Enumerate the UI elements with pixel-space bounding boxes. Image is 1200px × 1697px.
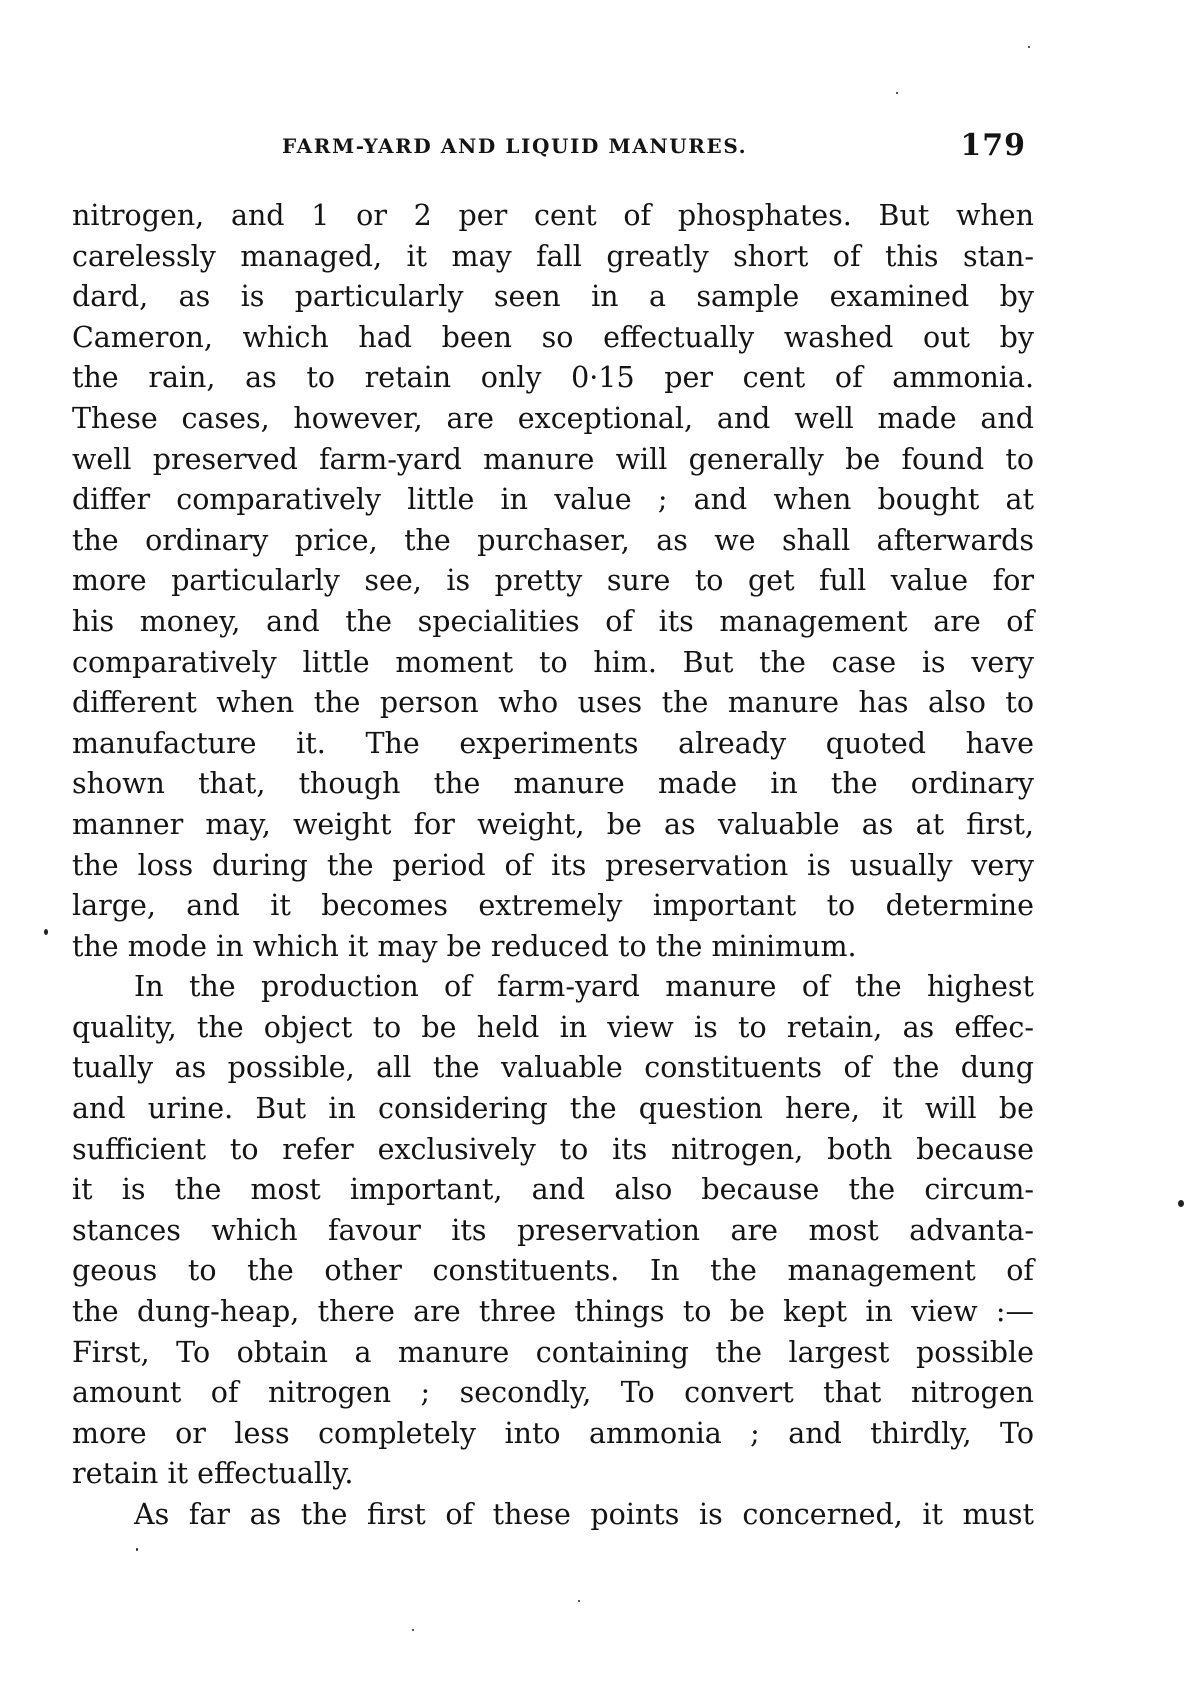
text-line: stances which favour its preservation are most advanta- — [72, 1213, 1034, 1247]
text-line: comparatively little moment to him. But the case is very — [72, 645, 1034, 679]
scan-speck — [1028, 46, 1030, 48]
text-line: tually as possible, all the valuable constituents of the dung — [72, 1051, 1034, 1085]
scan-speck — [44, 929, 48, 935]
text-line: it is the most important, and also because the circum- — [72, 1173, 1034, 1207]
text-line: dard, as is particularly seen in a sample examined by — [72, 280, 1034, 314]
text-line: manner may, weight for weight, be as valuable as at first, — [72, 807, 1034, 841]
text-line: shown that, though the manure made in the ordinary — [72, 767, 1034, 801]
body-text — [72, 196, 1034, 1536]
text-line: the mode in which it may be reduced to the minimum. — [72, 929, 857, 963]
scan-speck — [412, 1629, 414, 1631]
running-title: FARM-YARD AND LIQUID MANURES. — [282, 134, 748, 158]
text-line: These cases, however, are exceptional, and well made and — [72, 401, 1034, 435]
text-line: carelessly managed, it may fall greatly short of this stan- — [72, 239, 1034, 273]
paragraph-1 — [72, 196, 1034, 967]
text-line: sufficient to refer exclusively to its nitrogen, both because — [72, 1132, 1034, 1166]
scan-speck — [578, 1600, 580, 1602]
text-line: more or less completely into ammonia ; and thirdly, To — [72, 1416, 1034, 1450]
scan-speck — [136, 1548, 138, 1551]
text-line: retain it effectually. — [72, 1457, 354, 1491]
text-line: the rain, as to retain only 0·15 per cent of ammonia. — [72, 361, 1034, 395]
text-line: quality, the object to be held in view is to retain, as effec- — [72, 1010, 1034, 1044]
text-line: large, and it becomes extremely important to determine — [72, 889, 1034, 923]
text-line: As far as the first of these points is concerned, it must — [134, 1498, 1034, 1531]
text-line: well preserved farm-yard manure will generally be found to — [72, 442, 1034, 476]
text-line: the dung-heap, there are three things to be kept in view :— — [72, 1295, 1034, 1329]
text-line: nitrogen, and 1 or 2 per cent of phosphates. But when — [72, 199, 1034, 232]
text-line: First, To obtain a manure containing the largest possible — [72, 1335, 1034, 1369]
scan-speck — [896, 92, 898, 94]
paragraph-3 — [72, 1495, 1034, 1536]
text-line: his money, and the specialities of its management are of — [72, 604, 1034, 638]
text-line: more particularly see, is pretty sure to get full value for — [72, 564, 1034, 598]
text-line: different when the person who uses the manure has also to — [72, 686, 1034, 720]
running-head — [72, 128, 1034, 168]
text-line: geous to the other constituents. In the management of — [72, 1254, 1034, 1288]
text-line: manufacture it. The experiments already quoted have — [72, 726, 1034, 760]
text-line: amount of nitrogen ; secondly, To convert that nitrogen — [72, 1376, 1034, 1410]
paragraph-2 — [72, 967, 1034, 1495]
text-line: the loss during the period of its preservation is usually very — [72, 848, 1034, 882]
text-line: differ comparatively little in value ; and when bought at — [72, 483, 1034, 517]
page-number: 179 — [960, 128, 1026, 163]
text-line: the ordinary price, the purchaser, as we shall afterwards — [72, 523, 1034, 557]
text-line: In the production of farm-yard manure of the highest — [134, 970, 1034, 1004]
text-line: and urine. But in considering the question here, it will be — [72, 1092, 1034, 1126]
scan-speck — [1178, 1200, 1184, 1207]
text-line: Cameron, which had been so effectually washed out by — [72, 320, 1034, 354]
